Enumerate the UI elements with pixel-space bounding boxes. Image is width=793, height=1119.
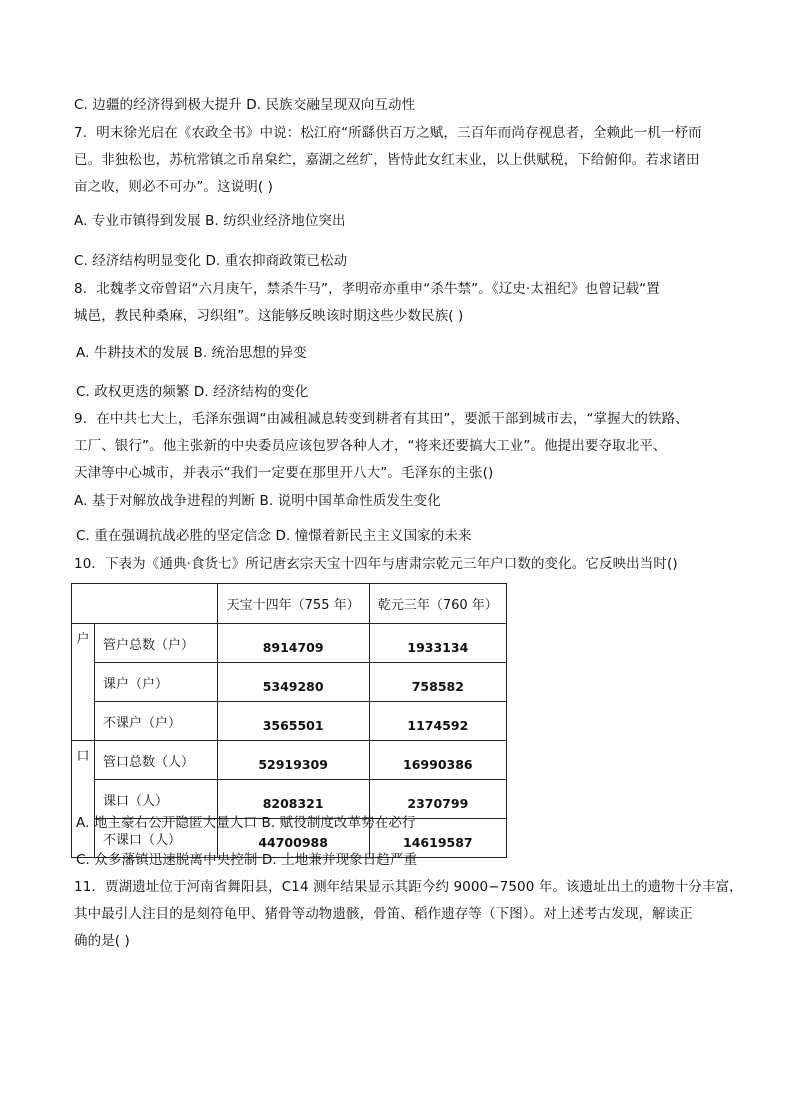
table-row xyxy=(72,780,507,819)
cell-value: 5349280 xyxy=(217,663,369,702)
cell-value: 3565501 xyxy=(217,702,369,741)
table-row xyxy=(72,741,507,780)
q9-options-ab: A. 基于对解放战争进程的判断 B. 说明中国革命性质发生变化 xyxy=(74,493,441,509)
q7-options-ab: A. 专业市镇得到发展 B. 纺织业经济地位突出 xyxy=(74,213,346,229)
cell-value: 14619587 xyxy=(369,819,506,858)
q8-options-ab: A. 牛耕技术的发展 B. 统治思想的异变 xyxy=(76,345,307,361)
q7-options-cd: C. 经济结构明显变化 D. 重农抑商政策已松动 xyxy=(74,253,348,269)
q9-stem-line2: 工厂、银行”。他主张新的中央委员应该包罗各种人才，“将来还要搞大工业”。他提出要夺取北平、 xyxy=(74,438,667,454)
row-label: 管口总数（人） xyxy=(95,741,218,780)
row-label: 不课口（人） xyxy=(95,819,218,858)
cell-value: 44700988 xyxy=(217,819,369,858)
row-label: 管户总数（户） xyxy=(95,624,218,663)
q10-stem: 10．下表为《通典·食货七》所记唐玄宗天宝十四年与唐肃宗乾元三年户口数的变化。它反映出当时() xyxy=(74,556,678,572)
q9-stem-line1: 9．在中共七大上，毛泽东强调“由减租减息转变到耕者有其田”，要派干部到城市去，“掌握大的铁路、 xyxy=(74,411,689,427)
table-row xyxy=(72,702,507,741)
row-label: 课户（户） xyxy=(95,663,218,702)
group-label-population: 口 xyxy=(72,741,95,858)
q11-stem-line3: 确的是( ) xyxy=(74,933,130,949)
row-label: 不课户（户） xyxy=(95,702,218,741)
q8-stem-line1: 8．北魏孝文帝曾诏“六月庚午，禁杀牛马”，孝明帝亦重申“杀牛禁”。《辽史·太祖纪》也曾记载“置 xyxy=(74,281,660,297)
q9-stem-line3: 天津等中心城市，并表示“我们一定要在那里开八大”。毛泽东的主张() xyxy=(74,465,494,481)
q7-stem-line2: 已。非独松也，苏杭常镇之币帛枲纻，嘉湖之丝纩，皆恃此女红末业，以上供赋税，下给俯仰。若求诸田 xyxy=(74,152,700,168)
q10-options-ab: A. 地主豪右公开隐匿大量人口 B. 赋役制度改革势在必行 xyxy=(76,815,416,831)
table-header-row xyxy=(72,584,507,624)
table-header-corner xyxy=(72,584,218,624)
q7-stem-line3: 亩之收，则必不可办”。这说明( ) xyxy=(74,179,274,195)
table-row xyxy=(72,624,507,663)
row-label: 课口（人） xyxy=(95,780,218,819)
cell-value: 16990386 xyxy=(369,741,506,780)
q7-stem-line1: 7．明末徐光启在《农政全书》中说：松江府“所繇供百万之赋，三百年而尚存视息者，全赖此一机一杼而 xyxy=(74,125,702,141)
q6-options-cd: C. 边疆的经济得到极大提升 D. 民族交融呈现双向互动性 xyxy=(74,97,416,113)
q8-stem-line2: 城邑，教民种桑麻，习织组”。这能够反映该时期这些少数民族( ) xyxy=(74,308,464,324)
cell-value: 2370799 xyxy=(369,780,506,819)
table-row xyxy=(72,663,507,702)
cell-value: 758582 xyxy=(369,663,506,702)
q8-options-cd: C. 政权更迭的频繁 D. 经济结构的变化 xyxy=(76,384,309,400)
cell-value: 8914709 xyxy=(217,624,369,663)
cell-value: 8208321 xyxy=(217,780,369,819)
cell-value: 52919309 xyxy=(217,741,369,780)
q10-options-cd: C. 众多藩镇迅速脱离中央控制 D. 土地兼并现象日趋严重 xyxy=(76,852,418,868)
q11-stem-line1: 11．贾湖遗址位于河南省舞阳县，C14 测年结果显示其距今约 9000−7500 年。该遗址出土的遗物十分丰富， xyxy=(74,879,743,895)
q9-options-cd: C. 重在强调抗战必胜的坚定信念 D. 憧憬着新民主主义国家的未来 xyxy=(76,528,472,544)
cell-value: 1174592 xyxy=(369,702,506,741)
group-label-households: 户 xyxy=(72,624,95,741)
q11-stem-line2: 其中最引人注目的是刻符龟甲、猪骨等动物遗骸，骨笛、稻作遗存等（下图）。对上述考古发现，解读正 xyxy=(74,906,693,922)
cell-value: 1933134 xyxy=(369,624,506,663)
table-header-col1: 天宝十四年（755 年） xyxy=(217,584,369,624)
table-header-col2: 乾元三年（760 年） xyxy=(369,584,506,624)
